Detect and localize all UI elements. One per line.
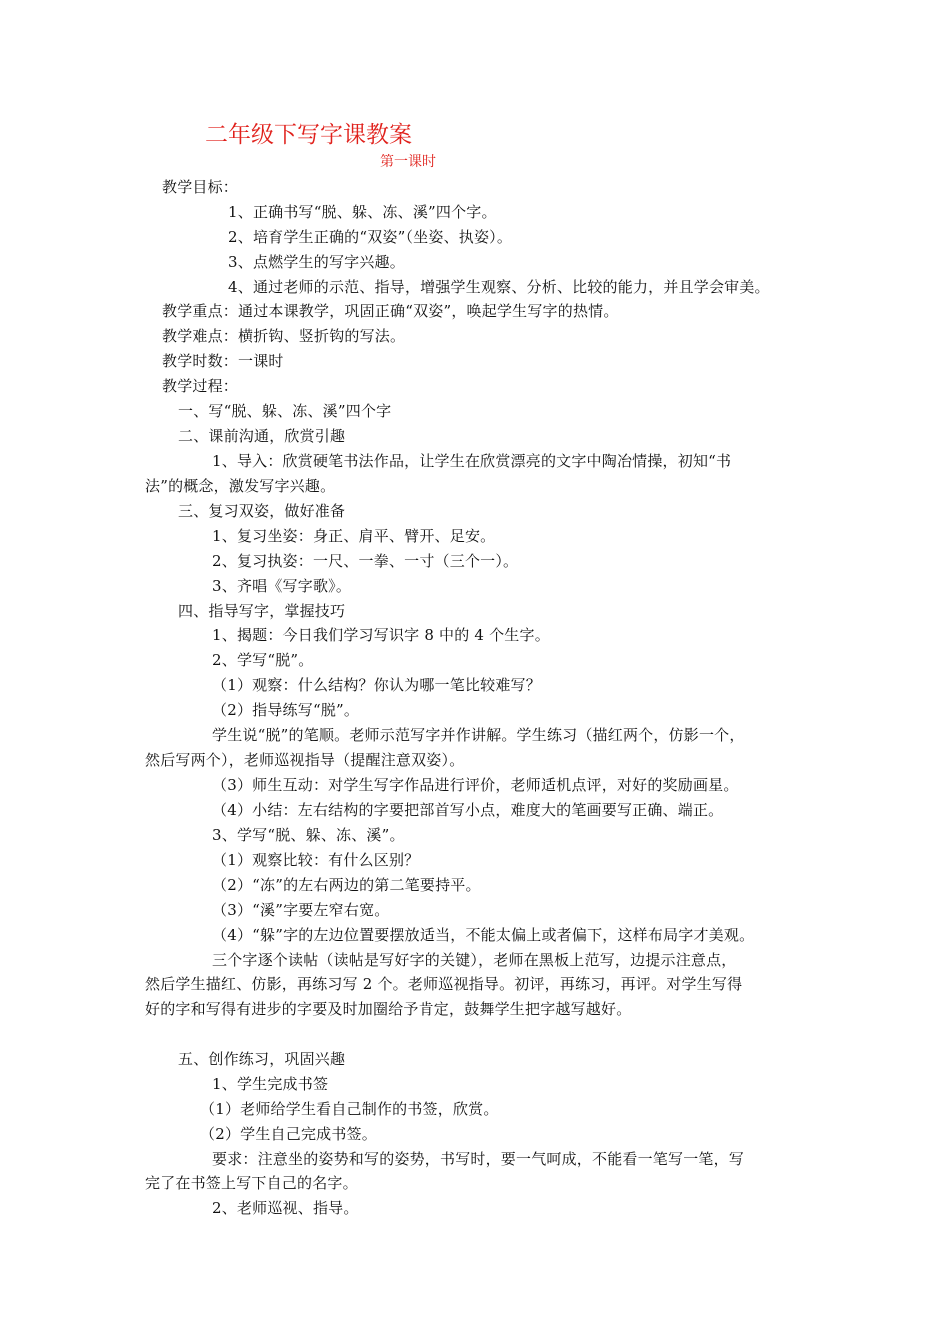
section-3-heading: 三、复习双姿，做好准备 [178, 502, 346, 520]
sub-item: （1）观察比较：有什么区别？ [212, 851, 420, 869]
list-item: 2、学写“脱”。 [212, 651, 314, 669]
sub-item: （1）老师给学生看自己制作的书签，欣赏。 [200, 1100, 499, 1118]
goal-item-3: 3、点燃学生的写字兴趣。 [228, 253, 405, 271]
paragraph-line: 然后写两个），老师巡视指导（提醒注意双姿）。 [145, 751, 465, 769]
paragraph-line: 三个字逐个读帖（读帖是写好字的关键），老师在黑板上范写，边提示注意点， [212, 951, 737, 969]
paragraph-line: 学生说“脱”的笔顺。老师示范写字并作讲解。学生练习（描红两个，仿影一个， [212, 726, 745, 744]
teaching-hours: 教学时数：一课时 [162, 352, 284, 370]
document-title: 二年级下写字课教案 [205, 122, 412, 148]
paragraph-line: 然后学生描红、仿影，再练习写 2 个。老师巡视指导。初评，再练习，再评。对学生写得 [145, 975, 743, 993]
list-item: 2、老师巡视、指导。 [212, 1199, 359, 1217]
list-item: 1、揭题：今日我们学习写识字 8 中的 4 个生字。 [212, 626, 550, 644]
sub-item: （4）小结：左右结构的字要把部首写小点，难度大的笔画要写正确、端正。 [212, 801, 724, 819]
list-item: 1、复习坐姿：身正、肩平、臂开、足安。 [212, 527, 496, 545]
sub-item: （1）观察：什么结构？你认为哪一笔比较难写？ [212, 676, 541, 694]
teaching-goals-heading: 教学目标： [162, 178, 239, 196]
section-1-heading: 一、写“脱、躲、冻、溪”四个字 [178, 402, 392, 420]
difficult-points: 教学难点：横折钩、竖折钩的写法。 [162, 327, 406, 345]
key-points: 教学重点：通过本课教学，巩固正确“双姿”，唤起学生写字的热情。 [162, 302, 619, 320]
paragraph-line: 好的字和写得有进步的字要及时加圈给予肯定，鼓舞学生把字越写越好。 [145, 1000, 632, 1018]
goal-item-4: 4、通过老师的示范、指导，增强学生观察、分析、比较的能力，并且学会审美。 [228, 278, 770, 296]
list-item: 1、学生完成书签 [212, 1075, 329, 1093]
list-item: 3、学写“脱、躲、冻、溪”。 [212, 826, 405, 844]
paragraph-line: 1、导入：欣赏硬笔书法作品，让学生在欣赏漂亮的文字中陶冶情操，初知“书 [212, 452, 732, 470]
paragraph-line: 完了在书签上写下自己的名字。 [145, 1174, 358, 1192]
section-2-heading: 二、课前沟通，欣赏引趣 [178, 427, 346, 445]
sub-item: （3）师生互动：对学生写字作品进行评价，老师适机点评，对好的奖励画星。 [212, 776, 739, 794]
paragraph-line: 法”的概念，激发写字兴趣。 [145, 477, 336, 495]
goal-item-1: 1、正确书写“脱、躲、冻、溪”四个字。 [228, 203, 497, 221]
sub-item: （2）学生自己完成书签。 [200, 1125, 377, 1143]
paragraph-line: 要求：注意坐的姿势和写的姿势，书写时，要一气呵成，不能看一笔写一笔，写 [212, 1150, 745, 1168]
list-item: 2、复习执姿：一尺、一拳、一寸（三个一）。 [212, 552, 519, 570]
section-5-heading: 五、创作练习，巩固兴趣 [178, 1050, 346, 1068]
sub-item: （3）“溪”字要左窄右宽。 [212, 901, 390, 919]
sub-item: （2）“冻”的左右两边的第二笔要持平。 [212, 876, 481, 894]
sub-item: （2）指导练写“脱”。 [212, 701, 360, 719]
goal-item-2: 2、培育学生正确的“双姿”（坐姿、执姿）。 [228, 228, 513, 246]
document-subtitle: 第一课时 [380, 154, 436, 170]
list-item: 3、齐唱《写字歌》。 [212, 577, 352, 595]
section-4-heading: 四、指导写字，掌握技巧 [178, 602, 346, 620]
teaching-process-heading: 教学过程： [162, 377, 239, 395]
sub-item: （4）“躲”字的左边位置要摆放适当，不能太偏上或者偏下，这样布局字才美观。 [212, 926, 755, 944]
